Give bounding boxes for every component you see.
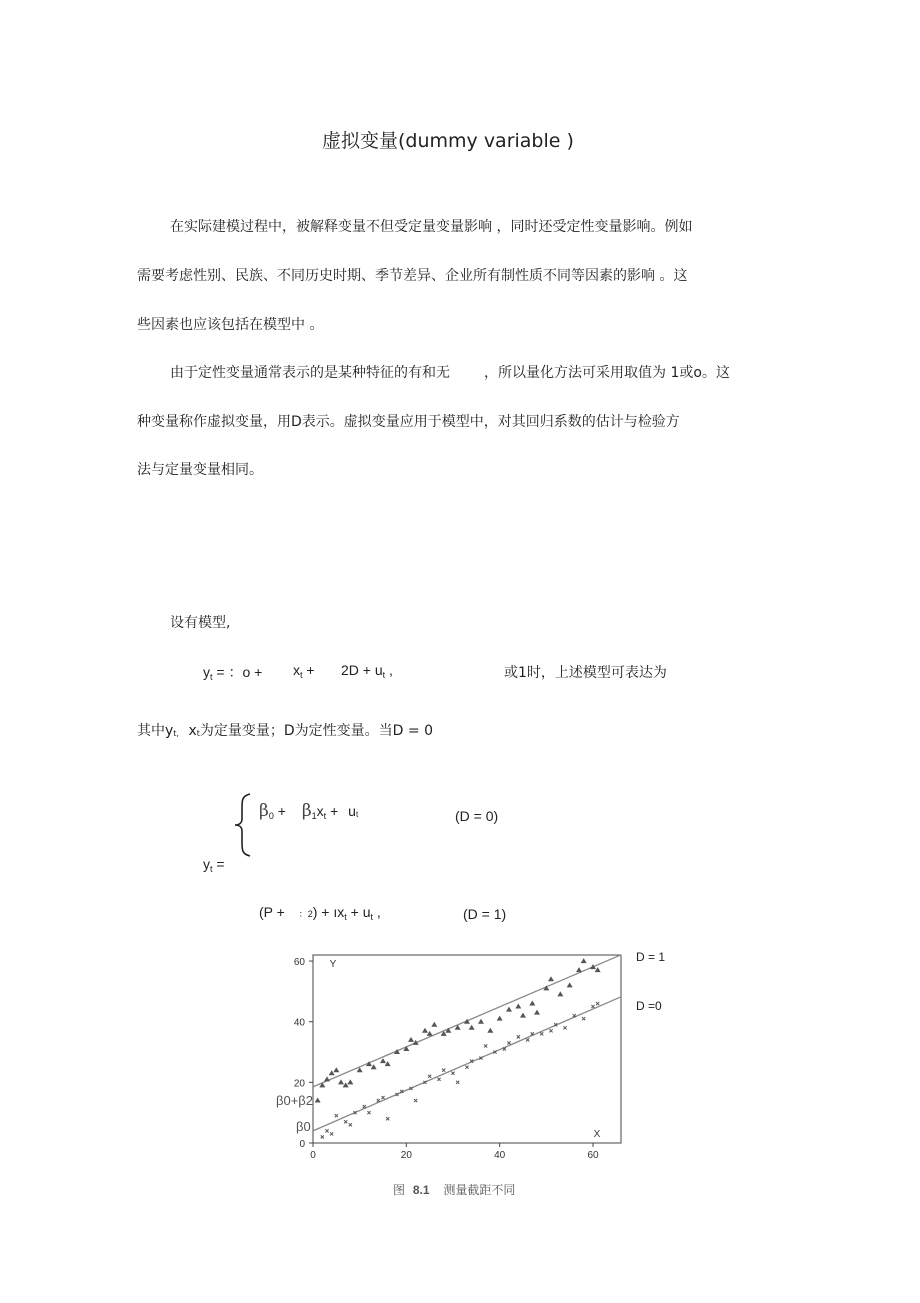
condition-d0: (D = 0): [455, 808, 499, 824]
paragraph-1-line-2: 需要考虑性别、民族、不同历史时期、季节差异、企业所有制性质不同等因素的影响 。这: [137, 268, 688, 284]
condition-d1: (D = 1): [463, 906, 507, 922]
where-a: 其中y: [137, 723, 174, 739]
figure-caption: [393, 1181, 515, 1198]
data-point-d1: [408, 1037, 414, 1042]
intercept-label-lower: β0: [296, 1119, 311, 1134]
regression-line-d0: [313, 997, 621, 1131]
where-t2: t: [196, 729, 200, 738]
legend-d1: D = 1: [636, 950, 666, 964]
case2-b: ：2: [298, 909, 313, 919]
data-point-d1: [431, 1022, 437, 1027]
case2-d: + u: [350, 904, 371, 920]
model-x-term: [293, 662, 315, 680]
model-right-text: 或1时，上述模型可表达为: [504, 665, 667, 681]
data-point-d0: [344, 1120, 347, 1123]
cases-eq: =: [216, 856, 225, 872]
case1-x: x: [316, 803, 324, 819]
data-point-d0: [582, 1017, 585, 1020]
model-beta2d: 2D + u: [341, 662, 383, 678]
scatter-chart: [270, 945, 690, 1175]
case1-u-sub: t: [355, 810, 359, 819]
where-t1: t,: [173, 729, 179, 738]
data-point-d0: [526, 1038, 529, 1041]
intercept-label-upper: β0+β2: [276, 1093, 314, 1108]
model-plus: +: [306, 662, 315, 678]
paragraph-2-line-2: 种变量称作虚拟变量，用D表示。虚拟变量应用于模型中，对其回归系数的估计与检验方: [137, 414, 680, 430]
data-point-d0: [442, 1069, 445, 1072]
case2-x-sub: t: [344, 912, 347, 922]
data-point-d0: [591, 1005, 594, 1008]
beta-1: β: [301, 801, 312, 821]
model-y: y: [203, 664, 210, 680]
model-eq: = ：o +: [216, 664, 263, 680]
data-point-d0: [349, 1123, 352, 1126]
case1-u: u: [348, 803, 356, 819]
data-point-d0: [367, 1111, 370, 1114]
paragraph-1-line-3: 些因素也应该包括在模型中 。: [137, 317, 324, 333]
x-tick-label: 40: [494, 1150, 506, 1161]
data-point-d0: [437, 1078, 440, 1081]
beta-1-sub: 1: [311, 811, 317, 821]
data-point-d1: [497, 1016, 503, 1021]
model-x-sub: t: [300, 670, 303, 680]
case-line-1: [259, 801, 358, 821]
paragraph-2-line-1b: ，所以量化方法可采用取值为 1或o。这: [484, 365, 730, 381]
data-point-d0: [517, 1035, 520, 1038]
case2-c: ) + ıx: [312, 904, 345, 920]
y-tick-label: 0: [299, 1139, 305, 1150]
plot-frame: [313, 955, 621, 1143]
paragraph-2-line-3: 法与定量变量相同。: [137, 462, 263, 478]
paragraph-2-line-1a: 由于定性变量通常表示的是某种特征的有和无: [170, 365, 450, 381]
cases-y-sub: t: [210, 864, 213, 874]
data-point-d0: [484, 1044, 487, 1047]
x-tick-label: 20: [400, 1150, 412, 1161]
data-point-d1: [371, 1064, 377, 1069]
beta-0-sub: 0: [268, 811, 274, 821]
data-point-d1: [534, 1010, 540, 1015]
cases-lhs: [203, 856, 225, 874]
case2-a: (P +: [259, 904, 285, 920]
caption-number: 8.1: [412, 1183, 430, 1197]
cases-y: y: [203, 856, 210, 872]
data-point-d1: [338, 1079, 344, 1084]
data-point-d0: [507, 1041, 510, 1044]
data-point-d1: [385, 1061, 391, 1066]
caption-label: 图: [393, 1183, 406, 1197]
data-point-d1: [529, 1001, 535, 1006]
data-point-d1: [595, 967, 601, 972]
data-point-d0: [456, 1081, 459, 1084]
data-point-d1: [515, 1004, 521, 1009]
x-axis-label: X: [593, 1129, 601, 1140]
case2-e: ,: [376, 904, 381, 920]
data-point-d1: [581, 958, 587, 963]
model-setup-text: 设有模型,: [170, 615, 231, 631]
y-tick-label: 60: [293, 957, 305, 969]
data-point-d0: [377, 1099, 380, 1102]
data-point-d0: [428, 1075, 431, 1078]
data-point-d0: [381, 1096, 384, 1099]
data-point-d1: [315, 1098, 321, 1103]
data-point-d0: [549, 1029, 552, 1032]
y-tick-label: 20: [293, 1078, 305, 1090]
case-line-2: [259, 904, 381, 922]
data-point-d1: [557, 991, 563, 996]
data-point-d1: [422, 1028, 428, 1033]
data-point-d0: [325, 1129, 328, 1132]
y-tick-label: 40: [293, 1017, 305, 1029]
model-y-sub: t: [210, 672, 213, 682]
data-point-d0: [465, 1066, 468, 1069]
data-point-d0: [596, 1002, 599, 1005]
y-axis-label: Y: [329, 959, 337, 970]
data-point-d1: [506, 1007, 512, 1012]
model-x: x: [293, 662, 300, 678]
caption-text: 测量截距不同: [443, 1183, 516, 1197]
variable-definition-line: [137, 720, 433, 740]
data-point-d1: [427, 1031, 433, 1036]
where-c: 为定量变量；D为定性变量。当D = 0: [199, 723, 433, 739]
x-tick-label: 0: [310, 1150, 316, 1161]
data-point-d1: [487, 1028, 493, 1033]
data-point-d0: [363, 1105, 366, 1108]
data-point-d1: [567, 982, 573, 987]
data-point-d1: [403, 1046, 409, 1051]
data-point-d1: [343, 1082, 349, 1087]
model-d-term: [341, 662, 393, 680]
case1-plus: +: [277, 803, 286, 819]
case2-u-sub: t: [370, 912, 374, 922]
left-brace: [232, 792, 254, 858]
data-point-d1: [576, 967, 582, 972]
document-title: 虚拟变量(dummy variable ): [322, 130, 574, 152]
data-point-d0: [540, 1032, 543, 1035]
data-point-d0: [321, 1135, 324, 1138]
model-comma: ,: [389, 662, 393, 678]
case1-plus-2: +: [330, 803, 339, 819]
data-point-d0: [386, 1117, 389, 1120]
data-point-d1: [548, 976, 554, 981]
data-point-d0: [335, 1114, 338, 1117]
data-point-d0: [414, 1099, 417, 1102]
data-point-d1: [333, 1067, 339, 1072]
data-point-d0: [330, 1132, 333, 1135]
data-point-d1: [329, 1070, 335, 1075]
where-b: x: [188, 723, 197, 739]
model-equation: [203, 662, 262, 682]
data-point-d1: [478, 1019, 484, 1024]
data-point-d1: [520, 1013, 526, 1018]
x-tick-label: 60: [587, 1150, 599, 1161]
beta-0: β: [259, 801, 269, 821]
data-point-d1: [347, 1079, 353, 1084]
paragraph-1-line-1: 在实际建模过程中，被解释变量不但受定量变量影响 ，同时还受定性变量影响。例如: [170, 219, 693, 235]
legend-d0: D =0: [636, 999, 662, 1013]
data-point-d1: [324, 1076, 330, 1081]
model-u-sub: t: [382, 670, 386, 680]
data-point-d1: [380, 1058, 386, 1063]
data-point-d0: [451, 1072, 454, 1075]
case1-x-sub: t: [323, 811, 327, 821]
data-point-d1: [469, 1025, 475, 1030]
data-point-d0: [563, 1026, 566, 1029]
